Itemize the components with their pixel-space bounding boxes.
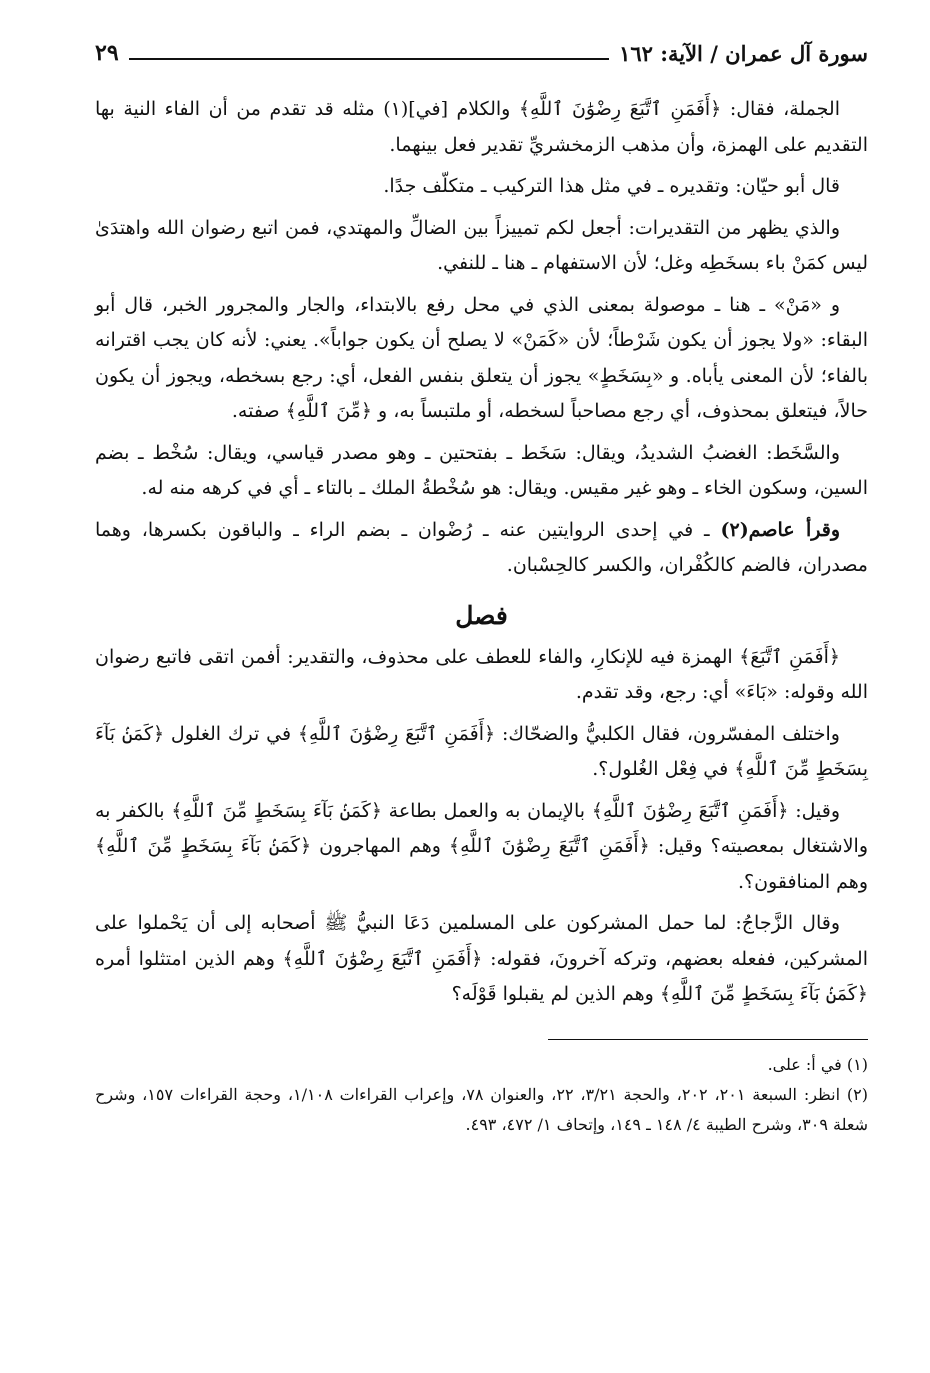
asim-rest: ـ في إحدى الروايتين عنه ـ رُضْوان ـ بضم الراء ـ والباقون بكسرها، وهما مصدران، فالضم كالكُفْران، والكسر كالحِسْبان. xyxy=(95,518,868,576)
book-page xyxy=(95,28,868,1333)
section-paragraph: ﴿أَفَمَنِ ٱتَّبَعَ﴾ الهمزة فيه للإنكارِ، والفاء للعطف على محذوف، والتقدير: أفمن اتقى فاتبع رضوان الله وقوله: «بَاءَ» أي: رجع، وقد تقدم. xyxy=(95,645,868,703)
page-number: ٢٩ xyxy=(95,40,119,66)
surah-title: سورة آل عمران / الآية: ١٦٢ xyxy=(619,41,868,66)
footnotes xyxy=(95,1050,868,1140)
page-header xyxy=(95,28,868,72)
section-paragraph: واختلف المفسّرون، فقال الكلبيُّ والضحّاك: ﴿أَفَمَنِ ٱتَّبَعَ رِضْوَٰنَ ٱللَّهِ﴾ في ترك الغلول ﴿كَمَنۢ بَآءَ بِسَخَطٍ مِّنَ ٱللَّهِ﴾ في فِعْل الغُلول؟. xyxy=(95,722,868,780)
header-rule xyxy=(129,58,609,60)
paragraph: والذي يظهر من التقديرات: أجعل لكم تمييزاً بين الضالِّ والمهتدي، فمن اتبع رضوان الله واهتدَىٰ ليس كمَنْ باء بسخَطِه وغل؛ لأن الاستفهام ـ هنا ـ للنفي. xyxy=(95,216,868,274)
paragraph: قال أبو حيّان: وتقديره ـ في مثل هذا التركيب ـ متكلّف جدًا. xyxy=(383,175,840,197)
section-paragraph: وقال الزَّجاجُ: لما حمل المشركون على المسلمين دَعَا النبيُّ ﷺ أصحابه إلى أن يَحْملوا على المشركين، ففعله بعضهم، وتركه آخرونَ، فقوله: ﴿أَفَمَنِ ٱتَّبَعَ رِضْوَٰنَ ٱللَّهِ﴾ وهم الذين امتثلوا أمره ﴿كَمَنۢ بَآءَ بِسَخَطٍ مِّنَ ٱللَّهِ﴾ وهم الذين لم يقبلوا قَوْلَه؟ xyxy=(95,912,868,1005)
footnote: (١) في أ: على. xyxy=(767,1054,868,1074)
main-text xyxy=(95,92,868,1013)
asim-lead: وقرأ عاصم(٢) xyxy=(720,518,841,541)
footnote-rule xyxy=(548,1039,868,1040)
section-title: فصل xyxy=(455,600,508,630)
section-paragraph: وقيل: ﴿أَفَمَنِ ٱتَّبَعَ رِضْوَٰنَ ٱللَّهِ﴾ بالإيمان به والعمل بطاعة ﴿كَمَنۢ بَآءَ بِسَخَطٍ مِّنَ ٱللَّهِ﴾ بالكفر به والاشتغال بمعصيته؟ وقيل: ﴿أَفَمَنِ ٱتَّبَعَ رِضْوَٰنَ ٱللَّهِ﴾ وهم المهاجرون ﴿كَمَنۢ بَآءَ بِسَخَطٍ مِّنَ ٱللَّهِ﴾ وهم المنافقون؟. xyxy=(95,799,868,893)
paragraph: والسَّخَط: الغضبُ الشديدُ، ويقال: سَخَط ـ بفتحتين ـ وهو مصدر قياسي، ويقال: سُخْط ـ بضم السين، وسكون الخاء ـ وهو غير مقيس. ويقال: هو سُخْطةُ الملك ـ بالتاء ـ أي في كرهه منه له. xyxy=(95,441,868,499)
footnote: (٢) انظر: السبعة ٢٠١، ٢٠٢، والحجة ٣/٢١، ٢٢، والعنوان ٧٨، وإعراب القراءات ١/١٠٨، وحجة القراءات ١٥٧، وشرح شعلة ٣٠٩، وشرح الطيبة ٤/ ١٤٨ ـ ١٤٩، وإتحاف ١/ ٤٧٢، ٤٩٣. xyxy=(95,1084,869,1134)
paragraph-asim xyxy=(95,513,868,584)
paragraph: و «مَنْ» ـ هنا ـ موصولة بمعنى الذي في محل رفع بالابتداء، والجار والمجرور الخبر، قال أبو البقاء: «ولا يجوز أن يكون شَرْطاً؛ لأن «كَمَنْ» لا يصلح أن يكون جواباً». يعني: لأنه كان يجب اقترانه بالفاء؛ لأن المعنى يأباه. و «بِسَخَطٍ» يجوز أن يتعلق بنفس الفعل، أي: رجع بسخطه، ويجوز أن يكون حالاً، فيتعلق بمحذوف، أي رجع مصاحباً لسخطه، أو ملتبساً به، و ﴿مِّنَ ٱللَّهِ﴾ صفته. xyxy=(95,293,868,422)
paragraph: الجملة، فقال: ﴿أَفَمَنِ ٱتَّبَعَ رِضْوَٰنَ ٱللَّهِ﴾ والكلام [في](١) مثله قد تقدم من أن الفاء النية بها التقديم على الهمزة، وأن مذهب الزمخشريِّ تقدير فعل بينهما. xyxy=(95,98,868,156)
